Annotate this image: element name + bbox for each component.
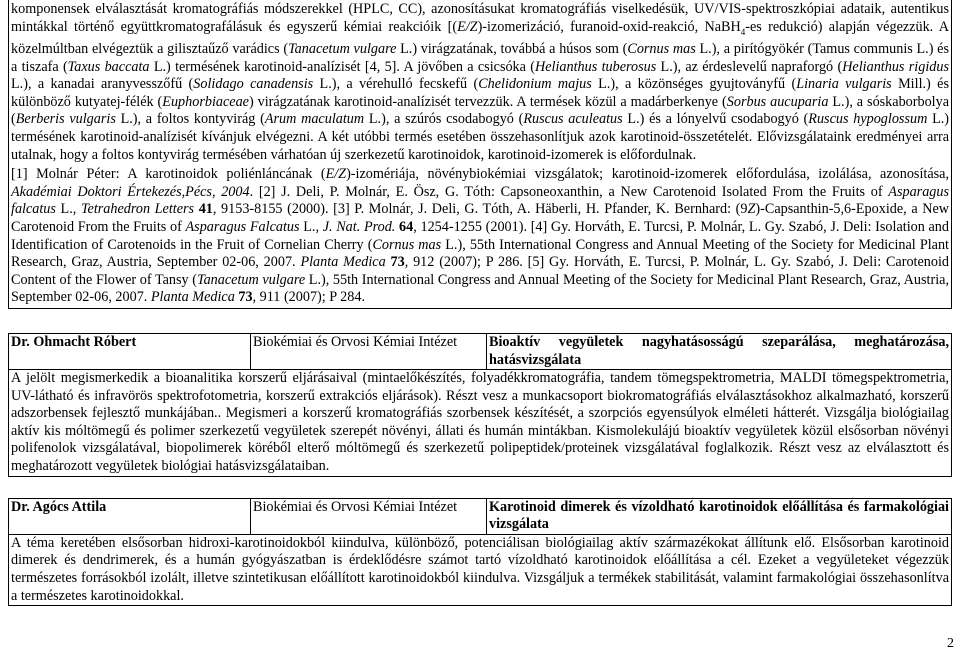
institute-name: Biokémiai és Orvosi Kémiai Intézet bbox=[251, 499, 487, 534]
page-number: 2 bbox=[947, 636, 954, 652]
document-page bbox=[8, 0, 952, 606]
continued-project-block bbox=[8, 0, 952, 309]
supervisor-name: Dr. Ohmacht Róbert bbox=[9, 334, 251, 369]
project-block-ohmacht bbox=[8, 333, 952, 477]
project-description: A jelölt megismerkedik a bioanalitika korszerű eljárásaival (mintaelőkészítés, folyadékkromatográfia, tandem tömegspektrometria, MALDI tömegspektrometria, UV-látható és infravörös spektrofotometria, korszerű extrakciós eljárások). Részt vesz a munkacsoport biokromatográfiás elválasztásokhoz alkalmazható, korszerű adszorbensek fejlesztő munkájában.. Megismeri a korszerű kromatográfiás szorbensek készítését, a szorpciós egyensúlyok elméleti hátterét. Vizsgálja biológiailag aktív kis móltömegű és polimer szerkezetű vegyületek szerepét növényi, állati és humán mintákban. Kismolekulájú bioaktív vegyületek közül elsősorban növényi polifenolok vizsgálatával, biopolimerek köréből elterő móltömegű és szerkezetű polipeptidek/proteinek vizsgálatával foglalkozik. Részt vesz az elválasztott és meghatározott vegyületek biológiai hatásvizsgálataiban. bbox=[9, 370, 951, 477]
project-description-continued: komponensek elválasztását kromatográfiás módszerekkel (HPLC, CC), azonosításukat kromatográfiás viselkedésük, UV/VIS-spektroszkópiai adataik, autentikus mintákkal történő együttkromatografálásuk és egyszerű kémiai reakcióik [(E/Z)-izomerizáció, furanoid-oxid-reakció, NaBH$_4$-es redukció) alapján végezzük. A közelmúltban elvégeztük a gilisztaűző varádics (Tanacetum vulgare L.) virágzatának, továbbá a húsos som (Cornus mas L.), a pirítógyökér (Tamus communis L.) és a tiszafa (Taxus baccata L.) termésének karotinoid-analízisét [4, 5]. A jövőben a csicsóka (Helianthus tuberosus L.), az érdeslevelű napraforgó (Helianthus rigidus L.), a kanadai aranyvesszőfű (Solidago canadensis L.), a vérehulló fecskefű (Chelidonium majus L.), a közönséges gyujtoványfű (Linaria vulgaris Mill.) és különböző kutyatej-félék (Euphorbiaceae) virágzatának karotinoid-analízisét tervezzük. A termések közül a madárberkenye (Sorbus aucuparia L.), a sóskaborbolya (Berberis vulgaris L.), a foltos kontyvirág (Arum maculatum L.), a szúrós csodabogyó (Ruscus aculeatus L.) és a lónyelvű csodabogyó (Ruscus hypoglossum L.) termésének karotinoid-analízisét kívánjuk elvégezni. A két utóbbi termés esetében összehasonlítjuk azok karotinoid-összetételét. Elővizsgálataink eredményei arra utalnak, hogy a foltos kontyvirág termésében várhatóan új szerkezetű karotinoidok, karotinoid-izomerek is előfordulnak. bbox=[11, 1, 950, 163]
project-block-agocs bbox=[8, 498, 952, 607]
project-description: A téma keretében elsősorban hidroxi-karotinoidokból kiindulva, különböző, potenciálisan biológiailag aktív származékokat állítunk elő. Elsősorban karotinoid dimerek és dendrimerek, és a humán gyógyászatban is érdeklődésre számot tartó vízoldható karotinoidok előállítása a cél. Ezeket a vegyületeket végezzük természetes forrásokból izolált, illetve szintetikusan előállított karotinoidokból kiindulva. Vizsgáljuk a termékek stabilitását, valamint farmakológiai összehasonlítva a természetes karotinoidokkal. bbox=[9, 535, 951, 606]
references-paragraph: [1] Molnár Péter: A karotinoidok poliénláncának (E/Z)-izomériája, növénybiokémiai vizsgálatok; karotinoid-izomerek előfordulása, izolálása, azonosítása, Akadémiai Doktori Értekezés,Pécs, 2004. [2] J. Deli, P. Molnár, E. Ösz, G. Tóth: Capsoneoxanthin, a New Carotenoid Isolated From the Fruits of Asparagus falcatus L., Tetrahedron Letters 41, 9153-8155 (2000). [3] P. Molnár, J. Deli, G. Tóth, A. Häberli, H. Pfander, K. Bernhard: (9Z)-Capsanthin-5,6-Epoxide, a New Carotenoid From the Fruits of Asparagus Falcatus L., J. Nat. Prod. 64, 1254-1255 (2001). [4] Gy. Horváth, E. Turcsi, P. Molnár, L. Gy. Szabó, J. Deli: Isolation and Identification of Carotenoids in the Fruit of Cornelian Cherry (Cornus mas L.), 55th International Congress and Annual Meeting of the Society for Medicinal Plant Research, Graz, Austria, September 02-06, 2007. Planta Medica 73, 912 (2007); P 286. [5] Gy. Horváth, E. Turcsi, P. Molnár, L. Gy. Szabó, J. Deli: Carotenoid Content of the Flower of Tansy (Tanacetum vulgare L.), 55th International Congress and Annual Meeting of the Society for Medicinal Plant Research, Graz, Austria, September 02-06, 2007. Planta Medica 73, 911 (2007); P 284. bbox=[9, 165, 951, 309]
supervisor-name: Dr. Agócs Attila bbox=[9, 499, 251, 534]
project-header-row bbox=[9, 334, 951, 370]
project-title: Karotinoid dimerek és vízoldható karotinoidok előállítása és farmakológiai vizsgálata bbox=[489, 498, 949, 533]
institute-name: Biokémiai és Orvosi Kémiai Intézet bbox=[251, 334, 487, 369]
project-title: Bioaktív vegyületek nagyhatásosságú szeparálása, meghatározása, hatásvizsgálata bbox=[489, 333, 949, 368]
project-header-row bbox=[9, 499, 951, 535]
